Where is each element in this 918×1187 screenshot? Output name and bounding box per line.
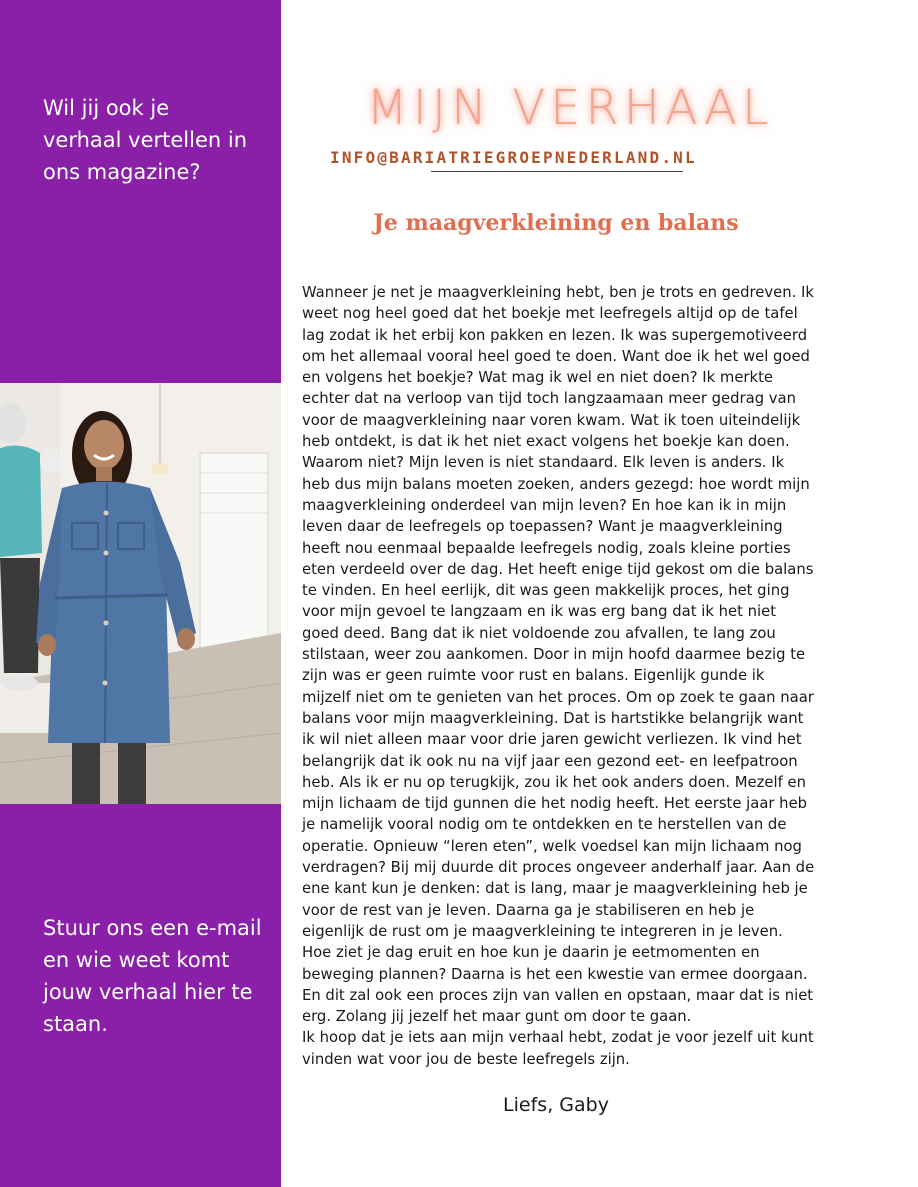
sidebar-contact-text: Stuur ons een e-mail en wie weet komt jouw verhaal hier te staan. <box>43 916 262 1036</box>
article-paragraph: Wanneer je net je maagverkleining hebt, ben je trots en gedreven. Ik weet nog heel goed dat het boekje met leefregels altijd op de tafel lag zodat ik het erbij kon pakken en lezen. Ik was supergemotiveerd om het allemaal vooral heel goed te doen. Want doe ik het wel goed en volgens het boekje? Wat mag ik wel en niet doen? Ik merkte echter dat na verloop van tijd toch langzaamaan meer gedrag van voor de maagverkleining naar voren kwam. Wat ik toen uiteindelijk heb ontdekt, is dat ik het niet exact volgens het boekje kan doen. Waarom niet? Mijn leven is niet standaard. Elk leven is anders. Ik heb dus mijn balans moeten zoeken, anders gezegd: hoe wordt mijn maagverkleining onderdeel van mijn leven? En hoe kan ik in mijn leven daar de leefregels op toepassen? Want je maagverkleining heeft nou eenmaal bepaalde leefregels nodig, zoals kleine porties eten verdeeld over de dag. Het heeft enige tijd gekost om die balans te vinden. En heel eerlijk, dit was geen makkelijk proces, het ging voor mijn gevoel te langzaam en ik was erg bang dat ik het niet goed deed. Bang dat ik niet voldoende zou afvallen, te lang zou stilstaan, weer zou aankomen. Door in mijn hoofd daarmee bezig te zijn was er geen ruimte voor rust en balans. Eigenlijk gunde ik mijzelf niet om te genieten van het proces. Om op zoek te gaan naar balans voor mijn maagverkleining. Dat is hartstikke belangrijk want ik wil niet alleen maar voor drie jaren gewicht verliezen. Ik vind het belangrijk dat ik ook nu na vijf jaar een gezond eet- en leefpatroon heb. Als ik er nu op terugkijk, zou ik het ook anders doen. Mezelf en mijn lichaam de tijd gunnen die het nodig heeft. Het eerste jaar heb je namelijk vooral nodig om te ontdekken en te herstellen van de operatie. Opnieuw “leren eten”, welk voedsel kan mijn lichaam nog verdragen? Bij mij duurde dit proces ongeveer anderhalf jaar. Aan de ene kant kun je denken: dat is lang, maar je maagverkleining heb je voor de rest van je leven. Daarna ga je stabiliseren en heb je eigenlijk de rust om je maagverkleining te integreren in je leven. Hoe ziet je dag eruit en hoe kun je daarin je eetmomenten en beweging plannen? Daarna is het een kwestie van ermee doorgaan. En dit zal ook een proces zijn van vallen en opstaan, maar dat is niet erg. Zolang jij jezelf het maar gunt om door te gaan. <box>302 284 815 1026</box>
article-body <box>302 282 816 1070</box>
page-title: MIJN VERHAAL <box>366 80 774 136</box>
email-link[interactable]: INFO@BARIATRIEGROEPNEDERLAND.NL <box>330 148 697 167</box>
article-signoff: Liefs, Gaby <box>503 1094 609 1116</box>
article-paragraph: Ik hoop dat je iets aan mijn verhaal hebt, zodat je voor jezelf uit kunt vinden wat voor jou de beste leefregels zijn. <box>302 1029 814 1068</box>
sidebar-panel <box>0 0 281 1187</box>
email-underline <box>431 171 683 172</box>
article-subtitle: Je maagverkleining en balans <box>373 210 739 236</box>
sidebar-invitation-text: Wil jij ook je verhaal vertellen in ons magazine? <box>43 96 248 184</box>
author-photo <box>0 383 281 804</box>
